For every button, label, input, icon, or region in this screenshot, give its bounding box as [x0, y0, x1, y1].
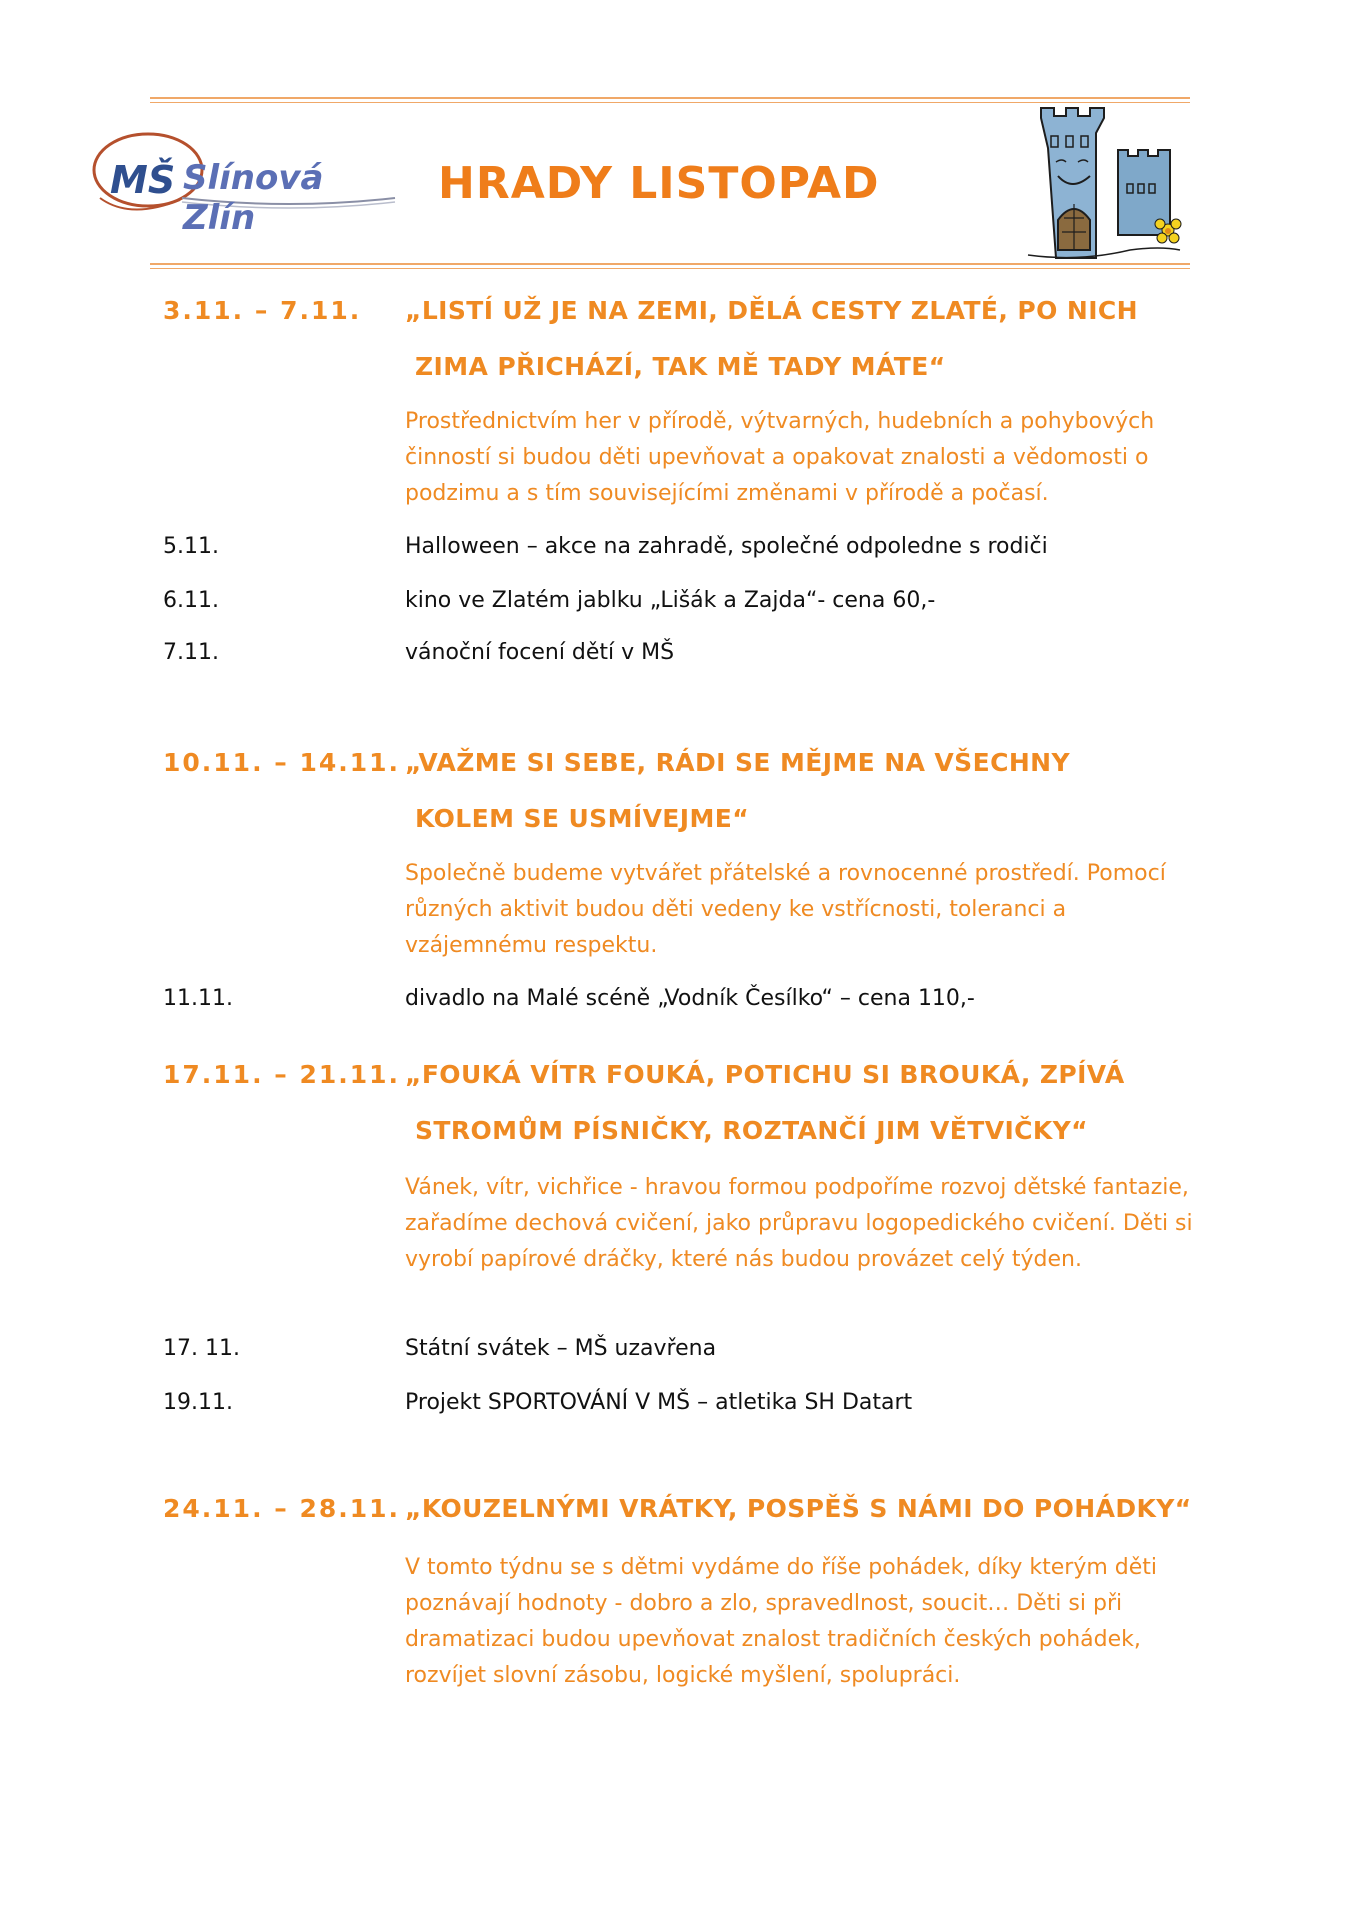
event-date: 5.11.: [163, 534, 219, 559]
event-text: Halloween – akce na zahradě, společné odpoledne s rodiči: [405, 534, 1048, 559]
event-date: 17. 11.: [163, 1336, 240, 1361]
week-3-title-line-1: „FOUKÁ VÍTR FOUKÁ, POTICHU SI BROUKÁ, ZPÍVÁ: [405, 1060, 1125, 1089]
header-top-rule: [150, 97, 1190, 99]
event-text: divadlo na Malé scéně „Vodník Česílko“ – cena 110,-: [405, 986, 975, 1011]
week-4-title-line-1: „KOUZELNÝMI VRÁTKY, POSPĚŠ S NÁMI DO POHÁDKY“: [405, 1494, 1192, 1523]
logo-abbreviation: MŠ: [110, 158, 176, 202]
page-title: HRADY LISTOPAD: [438, 158, 880, 209]
castle-illustration-icon: [1020, 100, 1195, 265]
header-bottom-rule-thin: [150, 268, 1190, 269]
week-2-description: Společně budeme vytvářet přátelské a rovnocenné prostředí. Pomocí různých aktivit budou děti vedeny ke vstřícnosti, toleranci a vzájemnému respektu.: [405, 861, 1166, 958]
week-2-title-line-1: „VAŽME SI SEBE, RÁDI SE MĚJME NA VŠECHNY: [405, 748, 1070, 777]
event-text: Projekt SPORTOVÁNÍ V MŠ – atletika SH Datart: [405, 1390, 913, 1415]
event-date: 6.11.: [163, 588, 219, 613]
week-4-date: 24.11. – 28.11.: [163, 1494, 401, 1523]
week-3-date: 17.11. – 21.11.: [163, 1060, 401, 1089]
week-2-title-line-2: KOLEM SE USMÍVEJME“: [415, 804, 750, 833]
school-logo: [90, 128, 400, 238]
logo-school-name: Slínová Zlín: [183, 158, 324, 238]
week-3-title-line-2: STROMŮM PÍSNIČKY, ROZTANČÍ JIM VĚTVIČKY“: [415, 1116, 1088, 1145]
week-3-description: Vánek, vítr, vichřice - hravou formou podpoříme rozvoj dětské fantazie, zařadíme dechová cvičení, jako průpravu logopedického cvičení. Děti si vyrobí papírové dráčky, které nás budou provázet celý týden.: [405, 1175, 1193, 1272]
event-text: kino ve Zlatém jablku „Lišák a Zajda“- cena 60,-: [405, 588, 936, 613]
event-date: 19.11.: [163, 1390, 233, 1415]
week-2-date: 10.11. – 14.11.: [163, 748, 401, 777]
week-1-title-line-2: ZIMA PŘICHÁZÍ, TAK MĚ TADY MÁTE“: [415, 352, 946, 381]
event-date: 7.11.: [163, 640, 219, 665]
event-date: 11.11.: [163, 986, 233, 1011]
event-text: Státní svátek – MŠ uzavřena: [405, 1336, 717, 1361]
week-1-title-line-1: „LISTÍ UŽ JE NA ZEMI, DĚLÁ CESTY ZLATÉ, PO NICH: [405, 296, 1138, 325]
week-4-description: V tomto týdnu se s dětmi vydáme do říše pohádek, díky kterým děti poznávají hodnoty - dobro a zlo, spravedlnost, soucit… Děti si při dramatizaci budou upevňovat znalost tradičních českých pohádek, rozvíjet slovní zásobu, logické myšlení, spolupráci.: [405, 1555, 1157, 1688]
event-text: vánoční focení dětí v MŠ: [405, 640, 675, 665]
week-1-date: 3.11. – 7.11.: [163, 296, 362, 325]
week-1-description: Prostřednictvím her v přírodě, výtvarných, hudebních a pohybových činností si budou děti upevňovat a opakovat znalosti a vědomosti o podzimu a s tím souvisejícími změnami v přírodě a počasí.: [405, 409, 1155, 506]
